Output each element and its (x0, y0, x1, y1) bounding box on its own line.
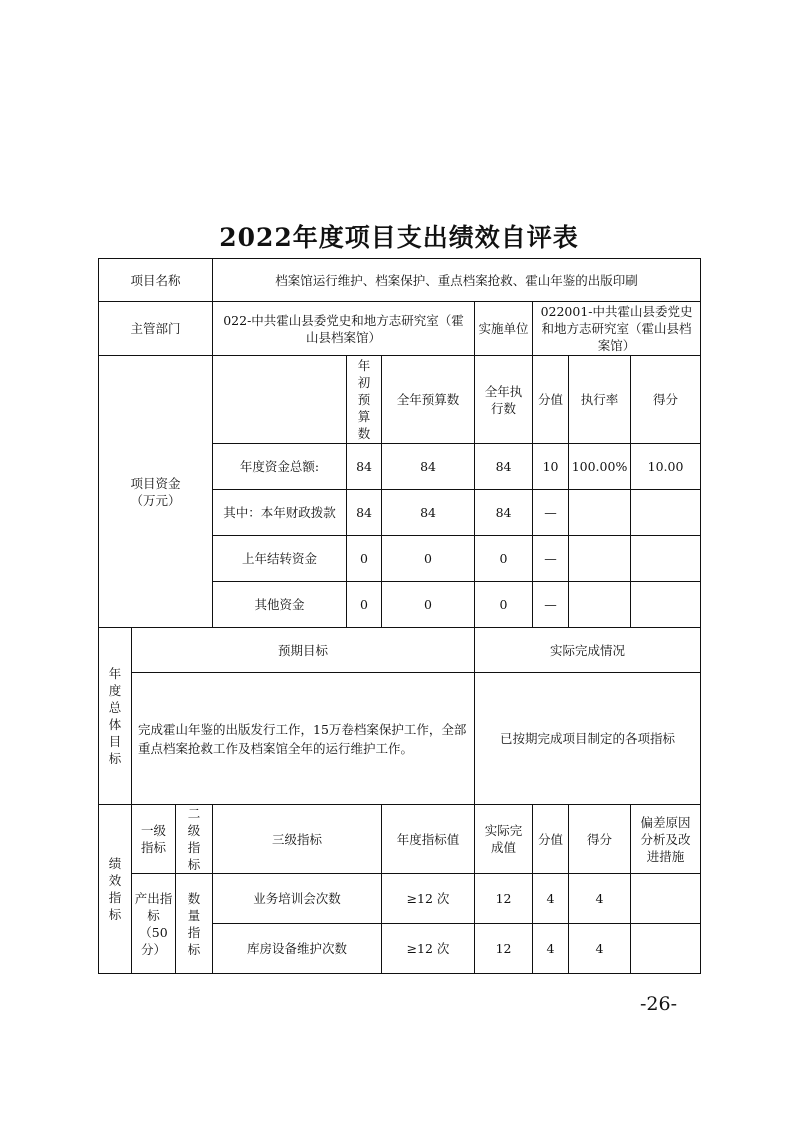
funds-row-label: 其中：本年财政拨款 (213, 490, 347, 536)
project-name-value: 档案馆运行维护、档案保护、重点档案抢救、霍山年鉴的出版印刷 (213, 259, 701, 302)
page-title: 2022年度项目支出绩效自评表 (219, 223, 579, 252)
funds-header-init: 年初预算数 (347, 356, 382, 444)
project-name-row (99, 259, 701, 302)
funds-row-score (631, 490, 701, 536)
funds-header-annual: 全年预算数 (382, 356, 475, 444)
funds-row-annual: 0 (382, 582, 475, 628)
project-name-label: 项目名称 (99, 259, 213, 302)
funds-header-blank (213, 356, 347, 444)
funds-row-score: 10.00 (631, 444, 701, 490)
indicator-header-level1: 一级指标 (132, 805, 176, 874)
indicator-header-actual: 实际完成值 (475, 805, 533, 874)
funds-row-annual: 0 (382, 536, 475, 582)
funds-row-annual: 84 (382, 490, 475, 536)
funds-row-score (631, 536, 701, 582)
funds-header-score: 得分 (631, 356, 701, 444)
funds-row-exec: 84 (475, 490, 533, 536)
impl-label: 实施单位 (475, 302, 533, 356)
impl-value: 022001-中共霍山县委党史和地方志研究室（霍山县档案馆） (533, 302, 701, 356)
indicator-name: 业务培训会次数 (213, 874, 382, 924)
indicator-level2: 数量指标 (176, 874, 213, 974)
funds-header-row (99, 356, 701, 444)
goals-expected-header: 预期目标 (132, 628, 475, 673)
funds-row-init: 84 (347, 490, 382, 536)
goals-actual-text: 已按期完成项目制定的各项指标 (475, 673, 701, 805)
funds-header-rate: 执行率 (569, 356, 631, 444)
funds-label: 项目资金（万元） (99, 356, 213, 628)
indicator-name: 库房设备维护次数 (213, 924, 382, 974)
department-row (99, 302, 701, 356)
funds-row-label: 其他资金 (213, 582, 347, 628)
dept-value: 022-中共霍山县委党史和地方志研究室（霍山县档案馆） (213, 302, 475, 356)
indicator-points: 4 (533, 874, 569, 924)
performance-table (98, 258, 701, 974)
funds-row-score (631, 582, 701, 628)
funds-row-score-value: — (533, 490, 569, 536)
goals-actual-header: 实际完成情况 (475, 628, 701, 673)
funds-header-score-value: 分值 (533, 356, 569, 444)
indicator-score: 4 (569, 874, 631, 924)
funds-row-label: 年度资金总额: (213, 444, 347, 490)
funds-row-score-value: — (533, 582, 569, 628)
indicator-target: ≥12 次 (382, 874, 475, 924)
funds-header-exec: 全年执行数 (475, 356, 533, 444)
indicator-header-points: 分值 (533, 805, 569, 874)
page-number: -26- (640, 993, 678, 1015)
indicator-actual: 12 (475, 874, 533, 924)
funds-row-rate (569, 490, 631, 536)
funds-row-label: 上年结转资金 (213, 536, 347, 582)
indicator-actual: 12 (475, 924, 533, 974)
indicator-note (631, 874, 701, 924)
indicator-target: ≥12 次 (382, 924, 475, 974)
funds-row-init: 84 (347, 444, 382, 490)
goals-header-row (99, 628, 701, 673)
indicator-score: 4 (569, 924, 631, 974)
indicator-header-level3: 三级指标 (213, 805, 382, 874)
funds-row-init: 0 (347, 582, 382, 628)
funds-row-exec: 0 (475, 536, 533, 582)
indicator-level1: 产出指标（50分） (132, 874, 176, 974)
indicators-label: 绩效指标 (99, 805, 132, 974)
funds-row-score-value: — (533, 536, 569, 582)
goals-content-row (99, 673, 701, 805)
indicator-header-target: 年度指标值 (382, 805, 475, 874)
dept-label: 主管部门 (99, 302, 213, 356)
indicator-header-score: 得分 (569, 805, 631, 874)
funds-row-exec: 0 (475, 582, 533, 628)
indicator-header-level2: 二级指标 (176, 805, 213, 874)
funds-row-exec: 84 (475, 444, 533, 490)
indicator-row (99, 874, 701, 924)
indicator-header-row (99, 805, 701, 874)
funds-row-init: 0 (347, 536, 382, 582)
goals-label: 年度总体目标 (99, 628, 132, 805)
indicator-note (631, 924, 701, 974)
goals-expected-text: 完成霍山年鉴的出版发行工作，15万卷档案保护工作，全部重点档案抢救工作及档案馆全年的运行维护工作。 (132, 673, 475, 805)
funds-row-rate (569, 582, 631, 628)
funds-row-score-value: 10 (533, 444, 569, 490)
funds-row-annual: 84 (382, 444, 475, 490)
indicator-points: 4 (533, 924, 569, 974)
funds-row-rate (569, 536, 631, 582)
indicator-header-note: 偏差原因分析及改进措施 (631, 805, 701, 874)
funds-row-rate: 100.00% (569, 444, 631, 490)
